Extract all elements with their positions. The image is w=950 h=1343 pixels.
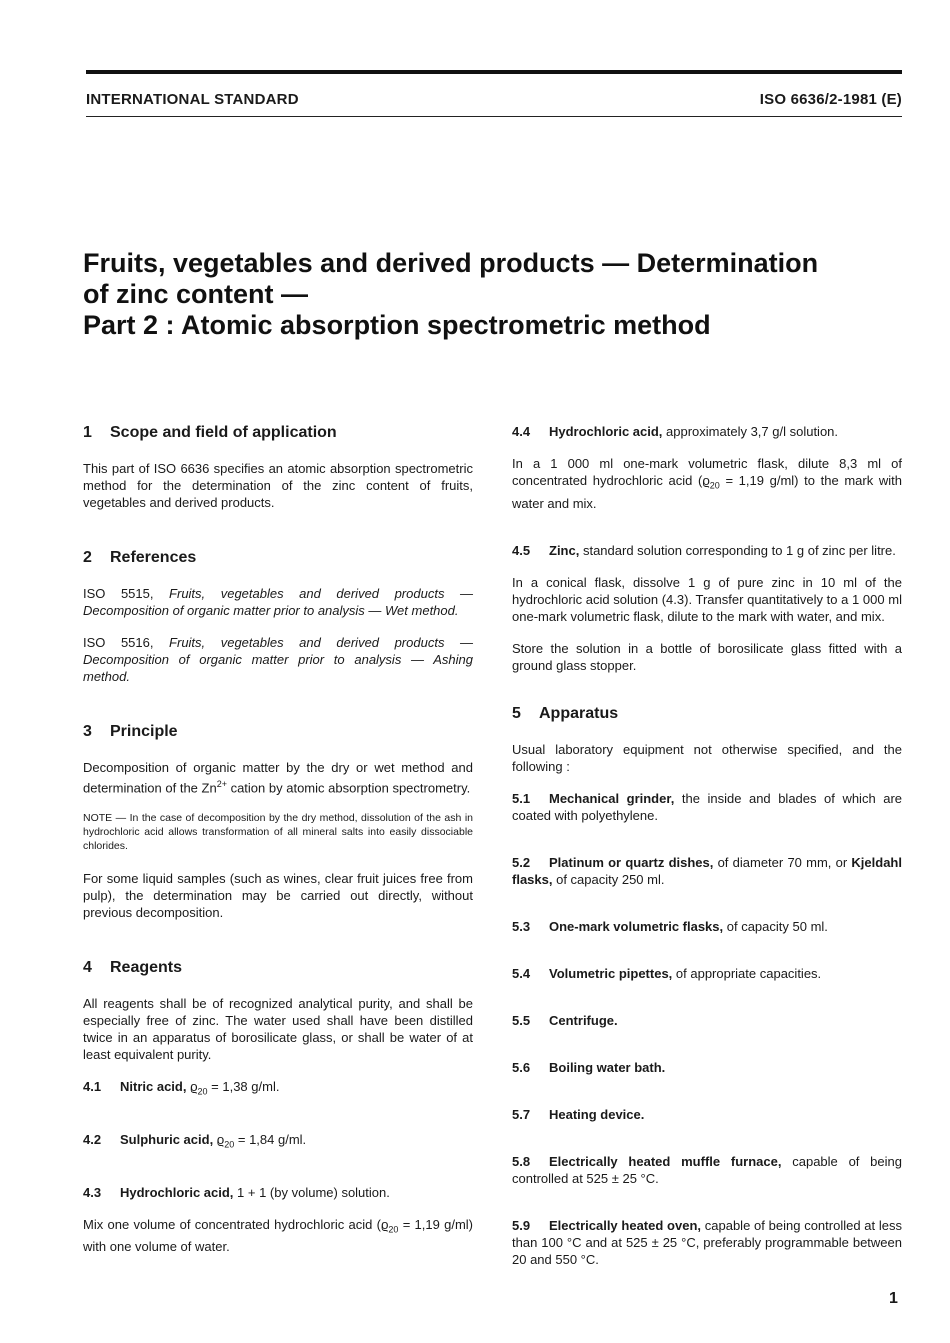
page-number: 1 bbox=[889, 1290, 898, 1307]
reference-iso-5515: ISO 5515, Fruits, vegetables and derived products — Decomposition of organic matter prior to analysis — Wet method. bbox=[83, 586, 473, 618]
section-5-heading: 5 Apparatus bbox=[512, 704, 619, 722]
reagent-4-5-text-1: In a conical flask, dissolve 1 g of pure zinc in 10 ml of the hydrochloric acid solution (4.3). Transfer quantitatively to a 1 000 ml one-mark volumetric flask, dilute to the mark with water, and mix. bbox=[512, 574, 902, 624]
section-1-heading: 1 Scope and field of application bbox=[83, 424, 337, 441]
reagent-4-3: 4.3 Hydrochloric acid, 1 + 1 (by volume) solution. bbox=[83, 1184, 390, 1200]
reagent-4-5: 4.5 Zinc, standard solution corresponding to 1 g of zinc per litre. bbox=[512, 542, 896, 558]
apparatus-5-9: 5.9 Electrically heated oven, capable of being controlled at less than 100 °C and at 525 ± 25 °C, preferably programmable between 20 and 550 °C. bbox=[512, 1217, 903, 1267]
principle-liquid-samples: For some liquid samples (such as wines, clear fruit juices free from pulp), the determination may be carried out directly, without previous decomposition. bbox=[83, 871, 473, 921]
title-line-2: of zinc content — bbox=[83, 279, 308, 309]
right-column bbox=[512, 423, 902, 1283]
reference-iso-5516: ISO 5516, Fruits, vegetables and derived products — Decomposition of organic matter prior to analysis — Ashing method. bbox=[83, 635, 473, 684]
header-rule bbox=[86, 116, 902, 117]
reagent-4-2: 4.2 Sulphuric acid, $ϱ_{20} = 1,84$ g/ml. bbox=[83, 1131, 307, 1150]
reagent-4-3-text: Mix one volume of concentrated hydrochloric acid ($ϱ_{20} = 1,19$ g/ml) with one volume of water. bbox=[83, 1216, 474, 1255]
apparatus-5-4: 5.4 Volumetric pipettes, of appropriate capacities. bbox=[512, 965, 822, 981]
reagent-4-5-text-2: Store the solution in a bottle of borosilicate glass fitted with a ground glass stopper. bbox=[512, 640, 902, 673]
apparatus-intro: Usual laboratory equipment not otherwise specified, and the following : bbox=[512, 741, 902, 774]
section-3-heading: 3 Principle bbox=[83, 723, 178, 740]
title-line-1: Fruits, vegetables and derived products — Determination bbox=[83, 248, 819, 278]
reagents-intro: All reagents shall be of recognized analytical purity, and shall be especially free of zinc. The water used shall have been distilled twice in an apparatus of borosilicate glass, or shall be water of at least equivalent purity. bbox=[83, 996, 473, 1063]
left-column bbox=[83, 423, 473, 1270]
reagent-4-1: 4.1 Nitric acid, $ϱ_{20} = 1,38$ g/ml. bbox=[83, 1079, 280, 1097]
section-1-text: This part of ISO 6636 specifies an atomic absorption spectrometric method for the determination of the zinc content of fruits, vegetables and derived products. bbox=[83, 461, 473, 510]
header-standard-number: ISO 6636/2-1981 (E) bbox=[759, 91, 902, 108]
principle-text: Decomposition of organic matter by the dry or wet method and determination of the $Zn^{2+}$ cation by atomic absorption spectrometry. bbox=[83, 760, 473, 796]
document-title bbox=[83, 248, 923, 341]
principle-note: NOTE — In the case of decomposition by the dry method, dissolution of the ash in hydrochloric acid allows transformation of all mineral salts into easily dissociable chlorides. bbox=[83, 812, 473, 853]
apparatus-5-5: 5.5 Centrifuge. bbox=[512, 1012, 618, 1028]
apparatus-5-1: 5.1 Mechanical grinder, the inside and blades of which are coated with polyethylene. bbox=[512, 790, 903, 823]
apparatus-5-2: 5.2 Platinum or quartz dishes, of diameter 70 mm, or Kjeldahl flasks, of capacity 250 ml. bbox=[512, 854, 902, 887]
apparatus-5-3: 5.3 One-mark volumetric flasks, of capacity 50 ml. bbox=[512, 918, 828, 934]
apparatus-5-6: 5.6 Boiling water bath. bbox=[512, 1059, 666, 1075]
header-standard-type: INTERNATIONAL STANDARD bbox=[86, 91, 299, 108]
title-line-3: Part 2 : Atomic absorption spectrometric method bbox=[83, 310, 711, 340]
reagent-4-4: 4.4 Hydrochloric acid, approximately 3,7 g/l solution. bbox=[512, 424, 839, 439]
top-rule bbox=[86, 70, 902, 74]
reagent-4-4-text: In a 1 000 ml one-mark volumetric flask, dilute 8,3 ml of concentrated hydrochloric acid ($ϱ_{20} = 1,19$ g/ml) to the mark with water and mix. bbox=[512, 456, 902, 511]
apparatus-5-7: 5.7 Heating device. bbox=[512, 1106, 645, 1122]
section-2-heading: 2 References bbox=[83, 549, 197, 566]
section-4-heading: 4 Reagents bbox=[83, 959, 183, 977]
apparatus-5-8: 5.8 Electrically heated muffle furnace, capable of being controlled at 525 ± 25 °C. bbox=[512, 1153, 902, 1186]
